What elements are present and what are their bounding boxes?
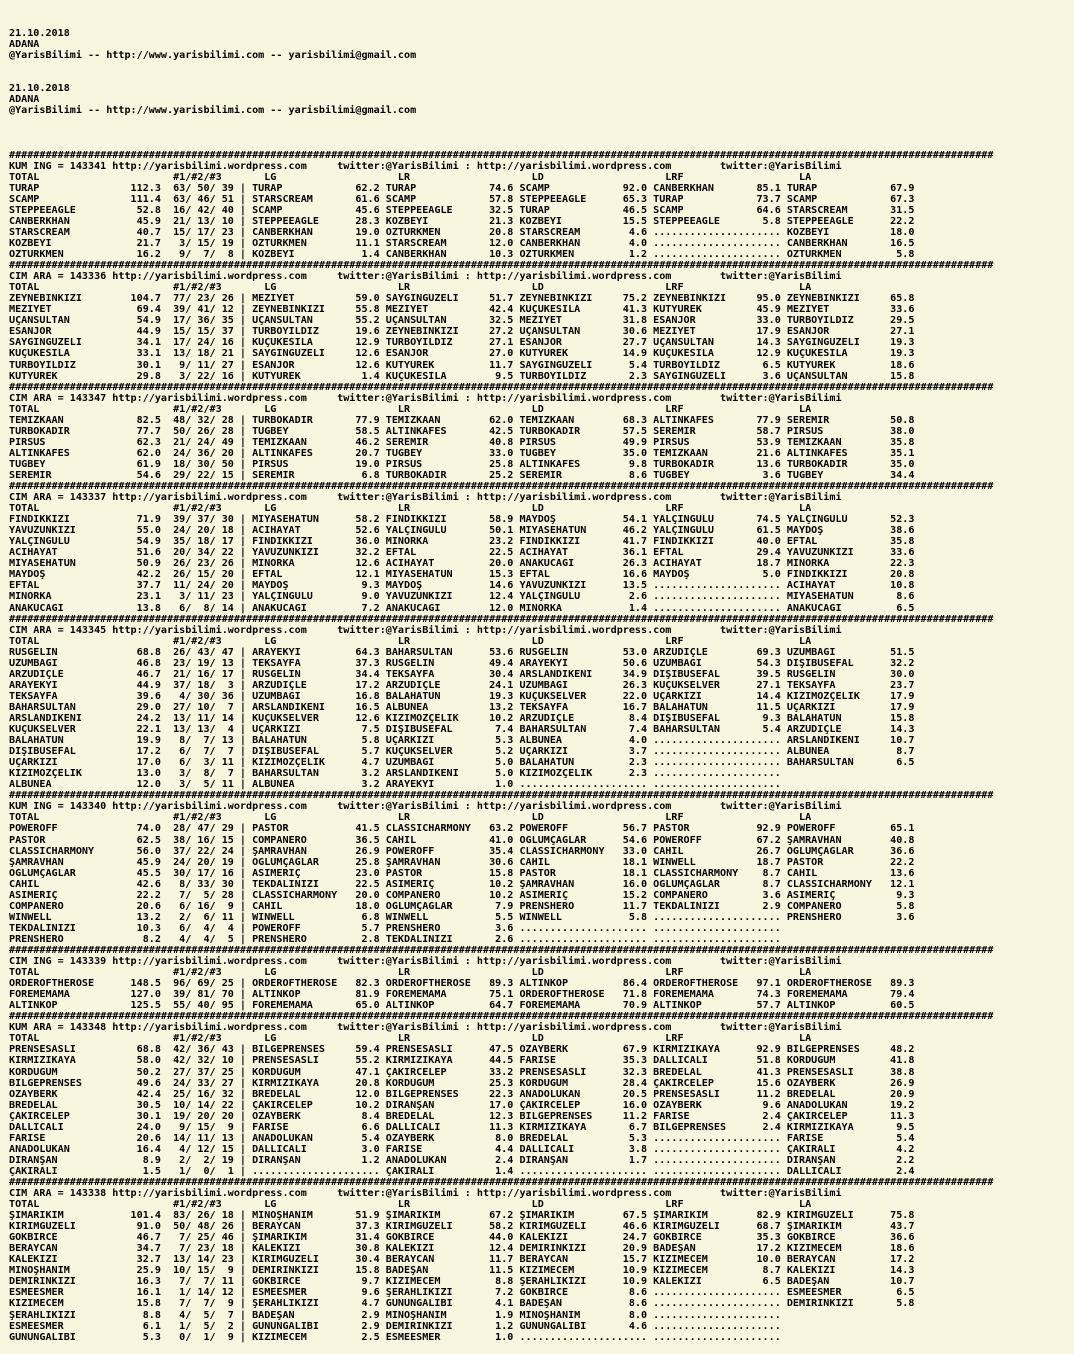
table-row: RÜSGELİN 68.8 26/ 43/ 47 | ARAYEKYİ 64.3 BAHARSULTAN 53.6 RÜSGELİN 53.0 ARZUDİÇLE 69.3 ÜZÜMBAĞI 51.5 <box>9 646 915 658</box>
table-row: TURBOYILDIZ 30.1 9/ 11/ 27 | ESANJOR 12.6 KUTYÜREK 11.7 SAYGINGÜZELİ 5.4 TURBOYILDIZ 6.5 KUTYÜREK 18.6 <box>9 359 915 371</box>
race-table <box>9 790 1069 945</box>
table-row: MİYASEHATUN 50.9 26/ 23/ 26 | MİNORKA 12.6 ACIHAYAT 20.0 ANAKUCAĞI 26.3 ACIHAYAT 18.7 MİNORKA 22.3 <box>9 558 915 570</box>
table-row: STARSCREAM 40.7 15/ 17/ 23 | CANBERKHAN 19.0 ÖZTÜRKMEN 20.8 STARSCREAM 4.6 ..................... KOZBEYİ 18.0 <box>9 226 915 238</box>
column-header-row: TOTAL #1/#2/#3 LG LR LD LRF LA <box>9 282 812 294</box>
header-city: ADANA <box>9 94 40 106</box>
table-row: KÜÇÜKSELVER 22.1 13/ 13/ 4 | UÇARKIZI 7.5 DİŞİBUSEFAL 7.4 BAHARSULTAN 7.4 BAHARSULTAN 5.4 ARZUDİÇLE 14.3 <box>9 724 915 736</box>
table-row: EFTAL 37.7 11/ 24/ 20 | MAYDOŞ 9.3 MAYDOŞ 14.6 YAVUZÜNKIZI 13.5 ..................... ACIHAYAT 10.8 <box>9 580 915 592</box>
table-row: CANBERKHAN 45.9 21/ 13/ 10 | STEPPEEAGLE 28.3 KOZBEYİ 21.3 KOZBEYİ 15.5 STEPPEEAGLE 5.8 STEPPEEAGLE 22.2 <box>9 215 915 227</box>
table-row: PRENSESASLI 68.8 42/ 36/ 43 | BİLGEPRENSES 59.4 PRENSESASLI 47.5 ÖZAYBERK 67.9 KIRMIZIKAYA 92.9 BİLGEPRENSES 48.2 <box>9 1044 915 1056</box>
table-row: MAYDOŞ 42.2 26/ 15/ 20 | EFTAL 12.1 MİYASEHATUN 15.3 EFTAL 16.6 MAYDOŞ 5.0 FINDIKKIZI 20.8 <box>9 569 915 581</box>
separator-line: ################################################################################################################################################################## <box>9 149 994 161</box>
separator-line: ################################################################################################################################################################## <box>9 1011 994 1023</box>
table-row: ZEYNEBİNKIZI 104.7 77/ 23/ 26 | MEZİYET 59.0 SAYGINGÜZELİ 51.7 ZEYNEBİNKIZI 75.2 ZEYNEBİNKIZI 95.0 ZEYNEBİNKIZI 65.8 <box>9 293 915 305</box>
header-contact <box>9 72 1069 83</box>
table-row: PRENSHERO 8.2 4/ 4/ 5 | PRENSHERO 2.8 TEKDALINİZİ 2.6 ..................... ..................... <box>9 933 781 945</box>
table-row: MİNORKA 23.1 3/ 11/ 23 | YALÇINGÜLÜ 9.0 YAVUZÜNKIZI 12.4 YALÇINGÜLÜ 2.6 ..................... MİYASEHATUN 8.6 <box>9 591 915 603</box>
separator-line: ################################################################################################################################################################## <box>9 481 994 493</box>
column-header-row: TOTAL #1/#2/#3 LG LR LD LRF LA <box>9 967 812 979</box>
race-title: KUM ING = 143340 http://yarisbilimi.wordpress.com twitter:@YarisBilimi : http://yarisbilimi.wordpress.com twitter:@YarisBilimi <box>9 801 842 813</box>
table-row: BALAHATUN 19.9 8/ 7/ 13 | BALAHATUN 5.8 UÇARKIZI 5.3 ALBUNEA 4.0 ..................... ARSLANDİKENİ 10.7 <box>9 735 915 747</box>
table-row: ŞERAHLIKIZI 8.8 4/ 5/ 7 | BADEŞAN 2.9 MİNOŞHANIM 1.9 MİNOŞHANIM 8.0 ..................... <box>9 1309 781 1321</box>
race-title: CIM ARA = 143337 http://yarisbilimi.wordpress.com twitter:@YarisBilimi : http://yarisbilimi.wordpress.com twitter:@YarisBilimi <box>9 492 842 504</box>
table-row: ESMEESMER 6.1 1/ 5/ 2 | GÜNÜNGALİBİ 2.9 DEMİRİNKIZI 1.2 GÜNÜNGALİBİ 4.6 ..................... <box>9 1320 781 1332</box>
column-header-row: TOTAL #1/#2/#3 LG LR LD LRF LA <box>9 1199 812 1211</box>
table-row: FOREMEMAMA 127.0 39/ 81/ 70 | ALTINKOP 81.9 FOREMEMAMA 75.1 ORDEROFTHEROSE 71.8 FOREMEMAMA 74.3 FOREMEMAMA 79.4 <box>9 989 915 1001</box>
table-row: KUTYÜREK 29.8 3/ 22/ 16 | KUTYÜREK 1.4 KÜÇÜKESİLA 9.5 TURBOYILDIZ 2.3 SAYGINGÜZELİ 3.6 UÇANSULTAN 15.8 <box>9 370 915 382</box>
table-row: MEZİYET 69.4 39/ 41/ 12 | ZEYNEBİNKIZI 55.8 MEZİYET 42.4 KÜÇÜKESİLA 41.3 KUTYÜREK 45.9 MEZİYET 33.6 <box>9 304 915 316</box>
table-row: DEMİRİNKIZI 16.3 7/ 7/ 11 | GÖKBİRCE 9.7 KIZIMECEM 8.8 ŞERAHLIKIZI 10.9 KALEKIZI 6.5 BADEŞAN 10.7 <box>9 1276 915 1288</box>
separator-line: ################################################################################################################################################################## <box>9 790 994 802</box>
table-row: BAHARSULTAN 29.0 27/ 10/ 7 | ARSLANDİKENİ 16.5 ALBUNEA 13.2 TEKSAYFA 16.7 BALAHATUN 11.5 UÇARKIZI 17.9 <box>9 701 915 713</box>
table-row: PASTOR 62.5 38/ 16/ 15 | COMPANERO 36.5 CAHİL 41.0 OĞLUMÇAĞLAR 54.6 POWEROFF 67.2 ŞAMRAVHAN 40.8 <box>9 834 915 846</box>
separator-line: ################################################################################################################################################################## <box>9 944 994 956</box>
race-table <box>9 481 1069 614</box>
table-row: CAHİL 42.6 8/ 33/ 30 | TEKDALINİZİ 22.5 ASİMERİÇ 10.2 ŞAMRAVHAN 16.0 OĞLUMÇAĞLAR 8.7 CLASSICHARMONY 12.1 <box>9 878 915 890</box>
table-row: TEKDALINİZİ 10.3 6/ 4/ 4 | POWEROFF 5.7 PRENSHERO 3.6 ..................... ..................... <box>9 922 781 934</box>
column-header-row: TOTAL #1/#2/#3 LG LR LD LRF LA <box>9 1033 812 1045</box>
document-header <box>9 28 1069 127</box>
table-row: ESANJOR 44.9 15/ 15/ 37 | TURBOYILDIZ 19.6 ZEYNEBİNKIZI 27.2 UÇANSULTAN 30.6 MEZİYET 17.9 ESANJOR 27.1 <box>9 326 915 338</box>
table-row: KOZBEYİ 21.7 3/ 15/ 19 | ÖZTÜRKMEN 11.1 STARSCREAM 12.0 CANBERKHAN 4.0 ..................... CANBERKHAN 16.5 <box>9 237 915 249</box>
table-row: ORDEROFTHEROSE 148.5 96/ 69/ 25 | ORDEROFTHEROSE 82.3 ORDEROFTHEROSE 89.3 ALTINKOP 86.4 ORDEROFTHEROSE 97.1 ORDEROFTHEROSE 89.3 <box>9 978 915 990</box>
table-row: UÇANSULTAN 54.9 17/ 36/ 35 | UÇANSULTAN 55.2 UÇANSULTAN 32.5 MEZİYET 31.8 ESANJOR 33.0 TURBOYILDIZ 29.5 <box>9 315 915 327</box>
race-tables <box>9 150 1069 1343</box>
race-table <box>9 260 1069 382</box>
table-row: TEKSAYFA 39.6 4/ 30/ 36 | ÜZÜMBAĞI 16.8 BALAHATUN 19.3 KÜÇÜKSELVER 22.0 UÇARKIZI 14.4 KIZIMOZÇELİK 17.9 <box>9 690 915 702</box>
table-row: CLASSICHARMONY 56.0 37/ 22/ 24 | ŞAMRAVHAN 26.9 POWEROFF 35.4 CLASSICHARMONY 33.0 CAHİL 26.7 OĞLUMÇAĞLAR 36.6 <box>9 845 915 857</box>
table-row: MİNOŞHANIM 25.9 10/ 15/ 9 | DEMİRİNKIZI 15.8 BADEŞAN 11.5 KIZIMECEM 10.9 KIZIMECEM 8.7 KALEKIZI 14.3 <box>9 1265 915 1277</box>
race-title: CIM ARA = 143338 http://yarisbilimi.wordpress.com twitter:@YarisBilimi : http://yarisbilimi.wordpress.com twitter:@YarisBilimi <box>9 1188 842 1200</box>
table-row: TEMİZKAAN 82.5 48/ 32/ 28 | TURBOKADİR 77.9 TEMİZKAAN 62.0 TEMİZKAAN 68.3 ALTINKAFES 77.9 SEREMİR 50.8 <box>9 414 915 426</box>
table-row: STEPPEEAGLE 52.8 16/ 42/ 40 | SCAMP 45.6 STEPPEEAGLE 32.5 TURAP 46.5 SCAMP 64.6 STARSCREAM 31.5 <box>9 204 915 216</box>
table-row: ALTINKAFES 62.0 24/ 36/ 20 | ALTINKAFES 20.7 TUĞBEY 33.0 TUĞBEY 35.0 TEMİZKAAN 21.6 ALTINKAFES 35.1 <box>9 447 915 459</box>
header-contact <box>9 61 1069 72</box>
table-row: YAVUZÜNKIZI 55.0 24/ 20/ 18 | ACIHAYAT 52.6 YALÇINGÜLÜ 50.1 MİYASEHATUN 46.2 YALÇINGÜLÜ 61.5 MAYDOŞ 38.6 <box>9 525 915 537</box>
separator-line: ################################################################################################################################################################## <box>9 613 994 625</box>
table-row: ACIHAYAT 51.6 20/ 34/ 22 | YAVUZÜNKIZI 32.2 EFTAL 22.5 ACIHAYAT 36.1 EFTAL 29.4 YAVUZÜNKIZI 33.6 <box>9 547 915 559</box>
column-header-row: TOTAL #1/#2/#3 LG LR LD LRF LA <box>9 812 812 824</box>
table-row: TUĞBEY 61.9 18/ 30/ 50 | PİRSUS 19.0 PİRSUS 25.8 ALTINKAFES 9.8 TURBOKADİR 13.6 TURBOKADİR 35.0 <box>9 458 915 470</box>
table-row: ŞIMARIKIM 101.4 83/ 26/ 18 | MİNOŞHANIM 51.9 ŞIMARIKIM 67.2 ŞIMARIKIM 67.5 ŞIMARIKIM 82.9 KIRIMGÜZELİ 75.8 <box>9 1210 915 1222</box>
table-row: POWEROFF 74.0 28/ 47/ 29 | PASTOR 41.5 CLASSICHARMONY 63.2 POWEROFF 56.7 PASTOR 92.9 POWEROFF 65.1 <box>9 823 915 835</box>
table-row: KALEKIZI 32.7 13/ 14/ 23 | KIRIMGÜZELİ 30.4 BERAYCAN 11.7 BERAYCAN 15.7 KIZIMECEM 10.0 BERAYCAN 17.2 <box>9 1254 915 1266</box>
table-row: ALBUNEA 12.0 3/ 5/ 11 | ALBUNEA 3.2 ARAYEKYİ 1.0 ..................... ..................... <box>9 779 781 791</box>
table-row: BERAYCAN 34.7 7/ 23/ 18 | KALEKIZI 30.8 KALEKIZI 12.4 DEMİRİNKIZI 20.9 BADEŞAN 17.2 KIZIMECEM 18.6 <box>9 1243 915 1255</box>
race-table <box>9 945 1069 1011</box>
header-city: ADANA <box>9 39 40 51</box>
header-date: 21.10.2018 <box>9 28 70 40</box>
table-row: ARAYEKYİ 44.9 37/ 18/ 3 | ARZUDİÇLE 17.2 ARZUDİÇLE 24.1 ÜZÜMBAĞI 26.3 KÜÇÜKSELVER 27.1 TEKSAYFA 23.7 <box>9 679 915 691</box>
separator-line: ################################################################################################################################################################## <box>9 381 994 393</box>
table-row: DİŞİBUSEFAL 17.2 6/ 7/ 7 | DİŞİBUSEFAL 5.7 KÜÇÜKSELVER 5.2 UÇARKIZI 3.7 ..................... ALBUNEA 8.7 <box>9 746 915 758</box>
table-row: GÜNÜNGALİBİ 5.3 0/ 1/ 9 | KIZIMECEM 2.5 ESMEESMER 1.0 ..................... ..................... <box>9 1331 781 1343</box>
table-row: BİLGEPRENSES 49.6 24/ 33/ 27 | KIRMIZIKAYA 20.8 KORDÜGÜM 25.3 KORDÜGÜM 28.4 ÇAKIRCELEP 15.6 ÖZAYBERK 26.9 <box>9 1077 915 1089</box>
table-row: FINDIKKIZI 71.9 39/ 37/ 30 | MİYASEHATUN 58.2 FINDIKKIZI 58.9 MAYDOŞ 54.1 YALÇINGÜLÜ 74.5 YALÇINGÜLÜ 52.3 <box>9 514 915 526</box>
column-header-row: TOTAL #1/#2/#3 LG LR LD LRF LA <box>9 503 812 515</box>
table-row: YALÇINGÜLÜ 54.9 35/ 18/ 17 | FINDIKKIZI 36.0 MİNORKA 23.2 FINDIKKIZI 41.7 FINDIKKIZI 40.0 EFTAL 35.8 <box>9 536 915 548</box>
race-table <box>9 150 1069 260</box>
table-row: KIZIMOZÇELİK 13.0 3/ 8/ 7 | BAHARSULTAN 3.2 ARSLANDİKENİ 5.0 KIZIMOZÇELİK 2.3 ..................... <box>9 768 781 780</box>
table-row: FARİSE 20.6 14/ 11/ 13 | ANADOLUKAN 5.4 ÖZAYBERK 8.0 BREDELAL 5.3 ..................... FARİSE 5.4 <box>9 1132 915 1144</box>
table-row: WINWELL 13.2 2/ 6/ 11 | WINWELL 6.8 WINWELL 5.5 WINWELL 5.8 ..................... PRENSHERO 3.6 <box>9 911 915 923</box>
header-contact: @YarisBilimi -- http://www.yarisbilimi.com -- yarisbilimi@gmail.com <box>9 105 417 117</box>
table-row: DİRANŞAN 8.9 2/ 2/ 19 | DİRANŞAN 1.2 ANADOLUKAN 2.4 DİRANŞAN 1.7 ..................... DİRANŞAN 2.2 <box>9 1154 915 1166</box>
table-row: ALTINKOP 125.5 55/ 40/ 95 | FOREMEMAMA 65.0 ALTINKOP 64.7 FOREMEMAMA 70.9 ALTINKOP 57.7 ALTINKOP 60.5 <box>9 1000 915 1012</box>
table-row: ARZUDİÇLE 46.7 21/ 16/ 17 | RÜSGELİN 34.4 TEKSAYFA 30.4 ARSLANDİKENİ 34.9 DİŞİBUSEFAL 39.5 RÜSGELİN 30.0 <box>9 668 915 680</box>
table-row: OĞLUMÇAĞLAR 45.5 30/ 17/ 16 | ASİMERİÇ 23.0 PASTOR 15.8 PASTOR 18.1 CLASSICHARMONY 8.7 CAHİL 13.6 <box>9 867 915 879</box>
table-row: ARSLANDİKENİ 24.2 13/ 11/ 14 | KÜÇÜKSELVER 12.6 KIZIMOZÇELİK 10.2 ARZUDİÇLE 8.4 DİŞİBUSEFAL 9.3 BALAHATUN 15.8 <box>9 713 915 724</box>
race-table <box>9 1177 1069 1343</box>
race-title: CIM ARA = 143347 http://yarisbilimi.wordpress.com twitter:@YarisBilimi : http://yarisbilimi.wordpress.com twitter:@YarisBilimi <box>9 392 842 404</box>
separator-line: ################################################################################################################################################################## <box>9 1176 994 1188</box>
separator-line: ################################################################################################################################################################## <box>9 260 994 272</box>
race-title: KUM ARA = 143348 http://yarisbilimi.wordpress.com twitter:@YarisBilimi : http://yarisbilimi.wordpress.com twitter:@YarisBilimi <box>9 1022 842 1034</box>
race-title: CIM ARA = 143336 http://yarisbilimi.wordpress.com twitter:@YarisBilimi : http://yarisbilimi.wordpress.com twitter:@YarisBilimi <box>9 271 842 283</box>
header-contact <box>9 116 1069 127</box>
table-row: ANADOLUKAN 16.4 4/ 12/ 15 | DALLICALI 3.0 FARİSE 4.4 DALLICALI 3.8 ..................... ÇAKIRALİ 4.2 <box>9 1143 915 1155</box>
table-row: ÖZAYBERK 42.4 25/ 16/ 32 | BREDELAL 12.0 BİLGEPRENSES 22.3 ANADOLUKAN 20.5 PRENSESASLI 11.2 BREDELAL 20.9 <box>9 1088 915 1100</box>
table-row: DALLICALI 24.0 9/ 15/ 9 | FARİSE 6.6 DALLICALI 11.3 KIRMIZIKAYA 6.7 BİLGEPRENSES 2.4 KIRMIZIKAYA 9.5 <box>9 1121 915 1133</box>
table-row: SAYGINGÜZELİ 34.1 17/ 24/ 16 | KÜÇÜKESİLA 12.9 TURBOYILDIZ 27.1 ESANJOR 27.7 UÇANSULTAN 14.3 SAYGINGÜZELİ 19.3 <box>9 337 915 349</box>
race-title: KUM ING = 143341 http://yarisbilimi.wordpress.com twitter:@YarisBilimi : http://yarisbilimi.wordpress.com twitter:@YarisBilimi <box>9 160 842 172</box>
table-row: KIRMIZIKAYA 58.0 42/ 32/ 10 | PRENSESASLI 55.2 KIRMIZIKAYA 44.5 FARİSE 35.3 DALLICALI 51.8 KORDÜGÜM 41.8 <box>9 1055 915 1067</box>
table-row: ÖZTÜRKMEN 16.2 9/ 7/ 8 | KOZBEYİ 1.4 CANBERKHAN 10.3 ÖZTÜRKMEN 1.2 ..................... ÖZTÜRKMEN 5.8 <box>9 249 915 261</box>
table-row: ŞAMRAVHAN 45.9 24/ 20/ 19 | OĞLUMÇAĞLAR 25.8 ŞAMRAVHAN 30.6 CAHİL 18.1 WINWELL 18.7 PASTOR 22.2 <box>9 856 915 868</box>
table-row: ASİMERİÇ 22.2 7/ 5/ 28 | CLASSICHARMONY 20.0 COMPANERO 10.2 ASİMERİÇ 15.2 COMPANERO 3.6 ASİMERİÇ 9.3 <box>9 889 915 901</box>
table-row: TURBOKADİR 77.7 50/ 26/ 28 | TUĞBEY 58.5 ALTINKAFES 42.5 TURBOKADİR 57.5 SEREMİR 58.7 PİRSUS 38.0 <box>9 425 915 437</box>
table-row: ANAKUCAĞI 13.8 6/ 8/ 14 | ANAKUCAĞI 7.2 ANAKUCAĞI 12.0 MİNORKA 1.4 ..................... ANAKUCAĞI 6.5 <box>9 602 915 614</box>
table-row: ÇAKIRALİ 1.5 1/ 0/ 1 | ..................... ÇAKIRALİ 1.4 ..................... ..................... DALLICALI 2.4 <box>9 1165 915 1177</box>
race-title: CIM ARA = 143345 http://yarisbilimi.wordpress.com twitter:@YarisBilimi : http://yarisbilimi.wordpress.com twitter:@YarisBilimi <box>9 624 842 636</box>
table-row: COMPANERO 20.6 6/ 16/ 9 | CAHİL 18.0 OĞLUMÇAĞLAR 7.9 PRENSHERO 11.7 TEKDALINİZİ 2.9 COMPANERO 5.8 <box>9 900 915 912</box>
table-row: TURAP 112.3 63/ 50/ 39 | TURAP 62.2 TURAP 74.6 SCAMP 92.0 CANBERKHAN 85.1 TURAP 67.9 <box>9 182 915 194</box>
race-table <box>9 1011 1069 1177</box>
table-row: KIZIMECEM 15.8 7/ 7/ 9 | ŞERAHLIKIZI 4.7 GÜNÜNGALİBİ 4.1 BADEŞAN 8.6 ..................... DEMİRİNKIZI 5.8 <box>9 1298 915 1310</box>
table-row: ÜZÜMBAĞI 46.8 23/ 19/ 13 | TEKSAYFA 37.3 RÜSGELİN 49.4 ARAYEKYİ 50.6 ÜZÜMBAĞI 54.3 DİŞİBUSEFAL 32.2 <box>9 657 915 669</box>
table-row: ESMEESMER 16.1 1/ 14/ 12 | ESMEESMER 9.6 ŞERAHLIKIZI 7.2 GÖKBİRCE 8.6 ..................... ESMEESMER 6.5 <box>9 1287 915 1299</box>
race-table <box>9 382 1069 481</box>
race-table <box>9 614 1069 791</box>
table-row: SEREMİR 54.6 29/ 22/ 15 | SEREMİR 6.8 TURBOKADİR 25.2 SEREMİR 8.6 TUĞBEY 3.6 TUĞBEY 34.4 <box>9 469 915 481</box>
table-row: ÇAKIRCELEP 30.1 19/ 20/ 20 | ÖZAYBERK 8.4 BREDELAL 12.3 BİLGEPRENSES 11.2 FARİSE 2.4 ÇAKIRCELEP 11.3 <box>9 1110 915 1122</box>
header-date: 21.10.2018 <box>9 83 70 95</box>
column-header-row: TOTAL #1/#2/#3 LG LR LD LRF LA <box>9 403 812 415</box>
table-row: KIRIMGÜZELİ 91.0 50/ 48/ 26 | BERAYCAN 37.3 KIRIMGÜZELİ 58.2 KIRIMGÜZELİ 46.6 KIRIMGÜZELİ 68.7 ŞIMARIKIM 43.7 <box>9 1221 915 1233</box>
column-header-row: TOTAL #1/#2/#3 LG LR LD LRF LA <box>9 171 812 183</box>
table-row: BREDELAL 30.5 10/ 14/ 22 | ÇAKIRCELEP 10.2 DİRANŞAN 17.0 ÇAKIRCELEP 16.0 ÖZAYBERK 9.6 ANADOLUKAN 19.2 <box>9 1099 915 1111</box>
column-header-row: TOTAL #1/#2/#3 LG LR LD LRF LA <box>9 635 812 647</box>
race-statistics-document <box>9 6 1069 1354</box>
table-row: UÇARKIZI 17.0 6/ 3/ 11 | KIZIMOZÇELİK 4.7 ÜZÜMBAĞI 5.0 BALAHATUN 2.3 ..................... BAHARSULTAN 6.5 <box>9 757 915 769</box>
header-contact: @YarisBilimi -- http://www.yarisbilimi.com -- yarisbilimi@gmail.com <box>9 50 417 62</box>
table-row: PİRSUS 62.3 21/ 24/ 49 | TEMİZKAAN 46.2 SEREMİR 40.8 PİRSUS 49.9 PİRSUS 53.9 TEMİZKAAN 35.8 <box>9 436 915 448</box>
race-title: CIM ING = 143339 http://yarisbilimi.wordpress.com twitter:@YarisBilimi : http://yarisbilimi.wordpress.com twitter:@YarisBilimi <box>9 956 842 968</box>
table-row: GÖKBİRCE 46.7 7/ 25/ 46 | ŞIMARIKIM 31.4 GÖKBİRCE 44.0 KALEKIZI 24.7 GÖKBİRCE 35.3 GÖKBİRCE 36.6 <box>9 1232 915 1244</box>
table-row: KÜÇÜKESİLA 33.1 13/ 18/ 21 | SAYGINGÜZELİ 12.6 ESANJOR 27.0 KUTYÜREK 14.9 KÜÇÜKESİLA 12.9 KÜÇÜKESİLA 19.3 <box>9 348 915 360</box>
table-row: SCAMP 111.4 63/ 46/ 51 | STARSCREAM 61.6 SCAMP 57.8 STEPPEEAGLE 65.3 TURAP 73.7 SCAMP 67.3 <box>9 193 915 205</box>
table-row: KORDÜGÜM 50.2 27/ 37/ 25 | KORDÜGÜM 47.1 ÇAKIRCELEP 33.2 PRENSESASLI 32.3 BREDELAL 41.3 PRENSESASLI 38.8 <box>9 1066 915 1078</box>
